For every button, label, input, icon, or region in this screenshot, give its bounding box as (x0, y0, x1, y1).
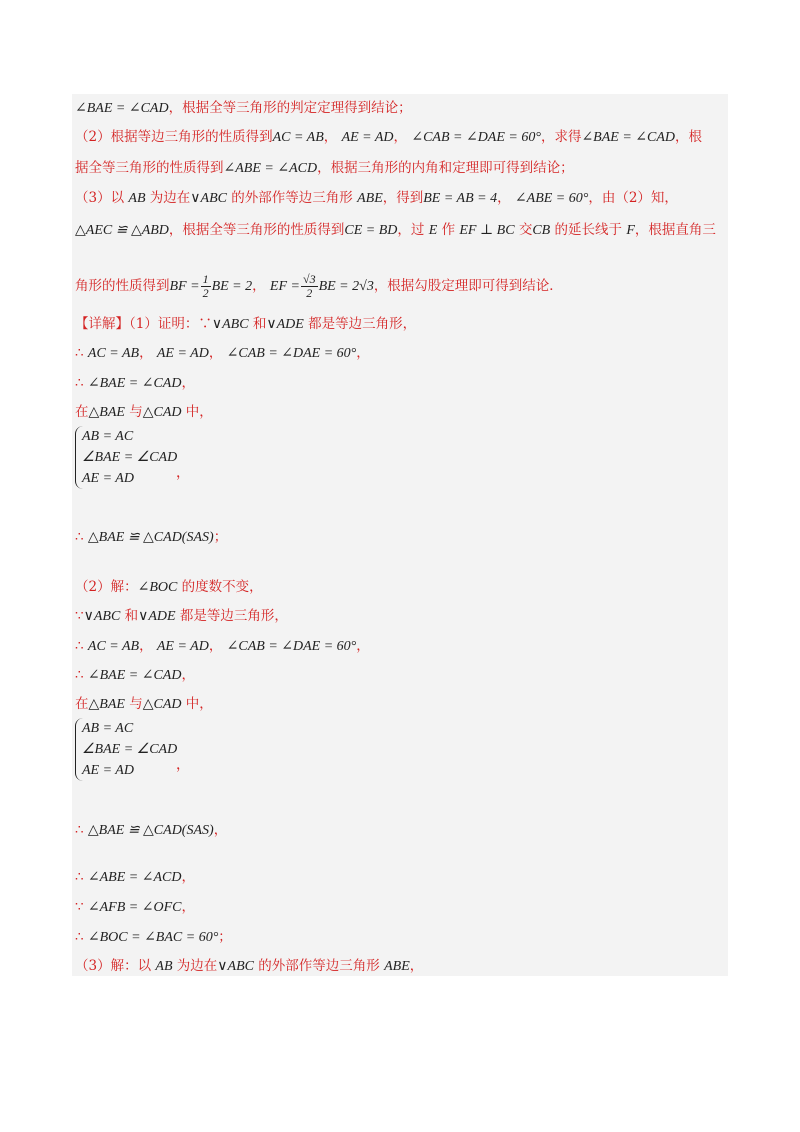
text-segment: （2）根据等边三角形的性质得到 (75, 129, 273, 145)
text-segment: ， (213, 822, 228, 838)
text-segment: ∴ (75, 869, 88, 885)
math-expression: △BAE ≌ △CAD(SAS) (87, 530, 214, 545)
text-segment: ∵ (75, 608, 84, 624)
system-comma: ， (176, 466, 190, 481)
math-expression: F (626, 223, 635, 238)
text-segment: 中， (181, 404, 213, 420)
text-segment: 【详解】（1）证明： (75, 316, 199, 332)
math-expression: AE = AD (156, 346, 209, 361)
text-line-2 (75, 127, 702, 148)
text-segment: ∴ (75, 345, 88, 361)
math-expression: ∨ADE (266, 317, 304, 332)
math-expression: ∨ABC (217, 959, 254, 974)
text-segment: ， (356, 345, 370, 361)
text-segment: 的延长线于 (550, 222, 627, 238)
math-expression: EF = (269, 279, 300, 294)
fraction (201, 273, 211, 300)
text-segment: ， (208, 345, 227, 361)
text-segment: 在 (75, 696, 89, 712)
text-segment: ， (181, 667, 195, 683)
text-segment: 作 (437, 222, 460, 238)
text-segment: ∵ (198, 316, 212, 332)
fraction-denominator: 2 (306, 286, 313, 300)
math-expression: △BAE ≌ △CAD(SAS) (87, 823, 214, 838)
text-segment: 据全等三角形的性质得到 (75, 160, 224, 176)
text-segment: ∴ (75, 529, 88, 545)
text-segment: ，根据三角形的内角和定理即可得到结论； (317, 160, 574, 176)
text-segment: ，由（2）知， (588, 190, 678, 206)
math-expression: ABE (357, 191, 383, 206)
equation-system (75, 426, 177, 489)
math-expression: ∠BOC (137, 580, 178, 595)
text-segment: ， (497, 190, 515, 206)
math-expression: △BAE (88, 405, 125, 420)
math-expression: ∠ABE = ∠ACD (87, 870, 182, 885)
math-expression: AE = AD (341, 130, 394, 145)
text-segment: （3）解：以 (75, 958, 156, 974)
math-expression: △AEC ≌ △ABD (75, 223, 169, 238)
text-segment: ， (139, 638, 157, 654)
math-expression: BF = (169, 279, 200, 294)
text-segment: ，根据直角三 (634, 222, 716, 238)
text-segment: 和 (248, 316, 267, 332)
math-expression: ∠BAE = ∠CAD (87, 668, 182, 683)
text-segment: 的外部作等边三角形 (254, 958, 385, 974)
text-segment: （2）解： (75, 579, 138, 595)
text-line-11 (75, 527, 227, 548)
math-expression: ∠ABE = 60° (514, 191, 589, 206)
text-line-19 (75, 897, 195, 918)
text-line-8 (75, 343, 370, 364)
text-line-10 (75, 402, 213, 423)
text-segment: ，求得 (540, 129, 582, 145)
system-comma: ， (176, 758, 190, 773)
text-segment: ∴ (75, 375, 88, 391)
math-expression: ∠CAB = ∠DAE = 60° (411, 130, 541, 145)
equation-row: ∠BAE = ∠CAD (82, 742, 178, 757)
math-expression: EF ⊥ BC (459, 223, 515, 238)
math-expression: ABE (384, 959, 410, 974)
text-line-5 (75, 220, 716, 241)
text-segment: ∵ (75, 899, 88, 915)
math-expression: BE = 2√3 (318, 279, 374, 294)
text-segment: ， (181, 375, 195, 391)
text-line-20 (75, 927, 232, 948)
math-expression: ∠BAE = ∠CAD (75, 101, 169, 116)
text-line-4 (75, 188, 678, 209)
math-expression: ∨ABC (211, 317, 249, 332)
math-expression: AB (128, 191, 146, 206)
text-line-17 (75, 820, 227, 841)
text-segment: 为边在 (172, 958, 218, 974)
text-line-6 (75, 273, 563, 300)
text-segment: ， (252, 278, 270, 294)
text-line-3 (75, 158, 574, 179)
fraction-numerator: 1 (202, 272, 209, 286)
math-expression: AE = AD (156, 639, 209, 654)
fraction-numerator: √3 (302, 272, 316, 286)
text-segment: 的外部作等边三角形 (227, 190, 358, 206)
text-line-21 (75, 956, 423, 977)
math-expression: △BAE (88, 697, 125, 712)
text-segment: ， (409, 958, 424, 974)
text-segment: ∴ (75, 638, 88, 654)
math-expression: ∠BOC = ∠BAC = 60° (87, 930, 219, 945)
math-expression: △CAD (142, 405, 182, 420)
equation-row: AB = AC (82, 721, 134, 736)
math-expression: ∠AFB = ∠OFC (87, 900, 182, 915)
math-expression: BE = AB = 4 (423, 191, 498, 206)
math-expression: △CAD (142, 697, 182, 712)
math-expression: BE = 2 (211, 279, 253, 294)
text-segment: ， (139, 345, 157, 361)
equation-row: ∠BAE = ∠CAD (82, 450, 178, 465)
text-segment: ，过 (397, 222, 429, 238)
math-expression: AB (155, 959, 173, 974)
text-segment: 都是等边三角形， (175, 608, 288, 624)
text-segment: ，根 (675, 129, 703, 145)
text-segment: ，根据全等三角形的性质得到 (168, 222, 345, 238)
text-line-15 (75, 665, 195, 686)
equation-system (75, 718, 177, 781)
math-expression: ∨ABC (190, 191, 227, 206)
text-segment: 角形的性质得到 (75, 278, 170, 294)
text-segment: 和 (120, 608, 139, 624)
text-segment: 交 (514, 222, 533, 238)
math-expression: CE = BD (344, 223, 398, 238)
text-line-1 (75, 98, 412, 119)
math-expression: ∠CAB = ∠DAE = 60° (226, 346, 357, 361)
equation-row: AE = AD (82, 763, 134, 778)
text-segment: ； (213, 529, 228, 545)
text-segment: 与 (124, 696, 143, 712)
fraction-denominator: 2 (202, 286, 209, 300)
text-segment: ， (181, 899, 195, 915)
text-segment: ， (393, 129, 412, 145)
text-segment: ∴ (75, 929, 88, 945)
math-expression: AC = AB (87, 639, 140, 654)
text-segment: 在 (75, 404, 89, 420)
text-line-14 (75, 636, 370, 657)
math-expression: ∠CAB = ∠DAE = 60° (226, 639, 357, 654)
math-expression: E (428, 223, 438, 238)
text-segment: ， (356, 638, 370, 654)
text-segment: ， (208, 638, 227, 654)
text-segment: 与 (124, 404, 143, 420)
text-line-12 (75, 577, 263, 598)
text-segment: 中， (181, 696, 213, 712)
math-expression: CB (532, 223, 551, 238)
text-segment: ，根据全等三角形的判定定理得到结论； (168, 100, 412, 116)
math-expression: ∠BAE = ∠CAD (581, 130, 676, 145)
math-expression: ∠ABE = ∠ACD (223, 161, 318, 176)
text-segment: 的度数不变， (177, 579, 263, 595)
text-segment: ∴ (75, 667, 88, 683)
text-segment: 为边在 (145, 190, 191, 206)
equation-row: AE = AD (82, 471, 134, 486)
equation-row: AB = AC (82, 429, 134, 444)
text-segment: ，得到 (382, 190, 424, 206)
math-expression: ∠BAE = ∠CAD (87, 376, 182, 391)
text-line-18 (75, 867, 195, 888)
math-expression: ∨ADE (138, 609, 176, 624)
math-expression: AC = AB (87, 346, 140, 361)
text-segment: （3）以 (75, 190, 129, 206)
text-segment: ，根据勾股定理即可得到结论． (373, 278, 563, 294)
fraction (301, 273, 318, 300)
text-segment: ， (323, 129, 342, 145)
text-line-16 (75, 694, 213, 715)
text-line-9 (75, 373, 195, 394)
text-segment: ∴ (75, 822, 88, 838)
math-expression: AC = AB (272, 130, 324, 145)
text-line-7 (75, 314, 416, 335)
text-segment: ， (181, 869, 195, 885)
text-segment: 都是等边三角形， (303, 316, 417, 332)
math-expression: ∨ABC (83, 609, 121, 624)
text-segment: ； (218, 929, 232, 945)
text-line-13 (75, 606, 288, 627)
